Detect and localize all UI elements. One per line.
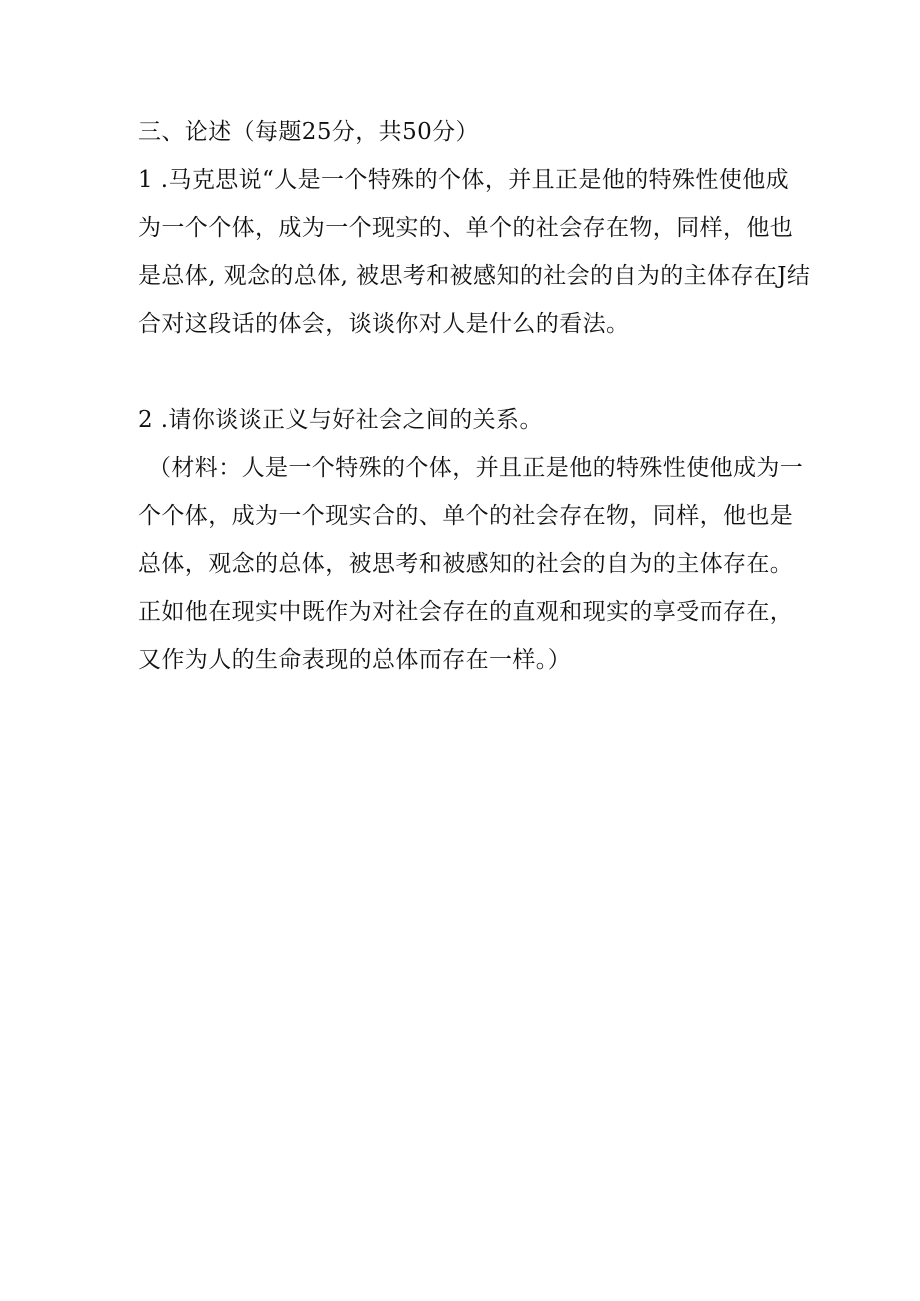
question-1-line-2: 为一个个体，成为一个现实的、单个的社会存在物，同样，他也 [138,215,794,241]
material-line-3: 总体，观念的总体，被思考和被感知的社会的自为的主体存在。 [138,551,794,577]
material-line-5: 又作为人的生命表现的总体而存在一样。） [138,647,572,673]
question-1-line-1: 1 .马克思说“人是一个特殊的个体，并且正是他的特殊性使他成 [138,167,790,193]
question-1-line-4: 合对这段话的体会，谈谈你对人是什么的看法。 [138,311,630,337]
question-1-line-3: 是总体, 观念的总体, 被思考和被感知的社会的自为的主体存在J结 [138,263,811,289]
question-2-title: 2 .请你谈谈正义与好社会之间的关系。 [138,407,543,433]
material-line-1: （材料：人是一个特殊的个体，并且正是他的特殊性使他成为一 [148,455,804,481]
section-heading: 三、论述（每题25分，共50分） [138,119,479,145]
material-line-4: 正如他在现实中既作为对社会存在的直观和现实的享受而存在， [138,599,794,625]
material-line-2: 个个体，成为一个现实合的、单个的社会存在物，同样，他也是 [138,503,794,529]
